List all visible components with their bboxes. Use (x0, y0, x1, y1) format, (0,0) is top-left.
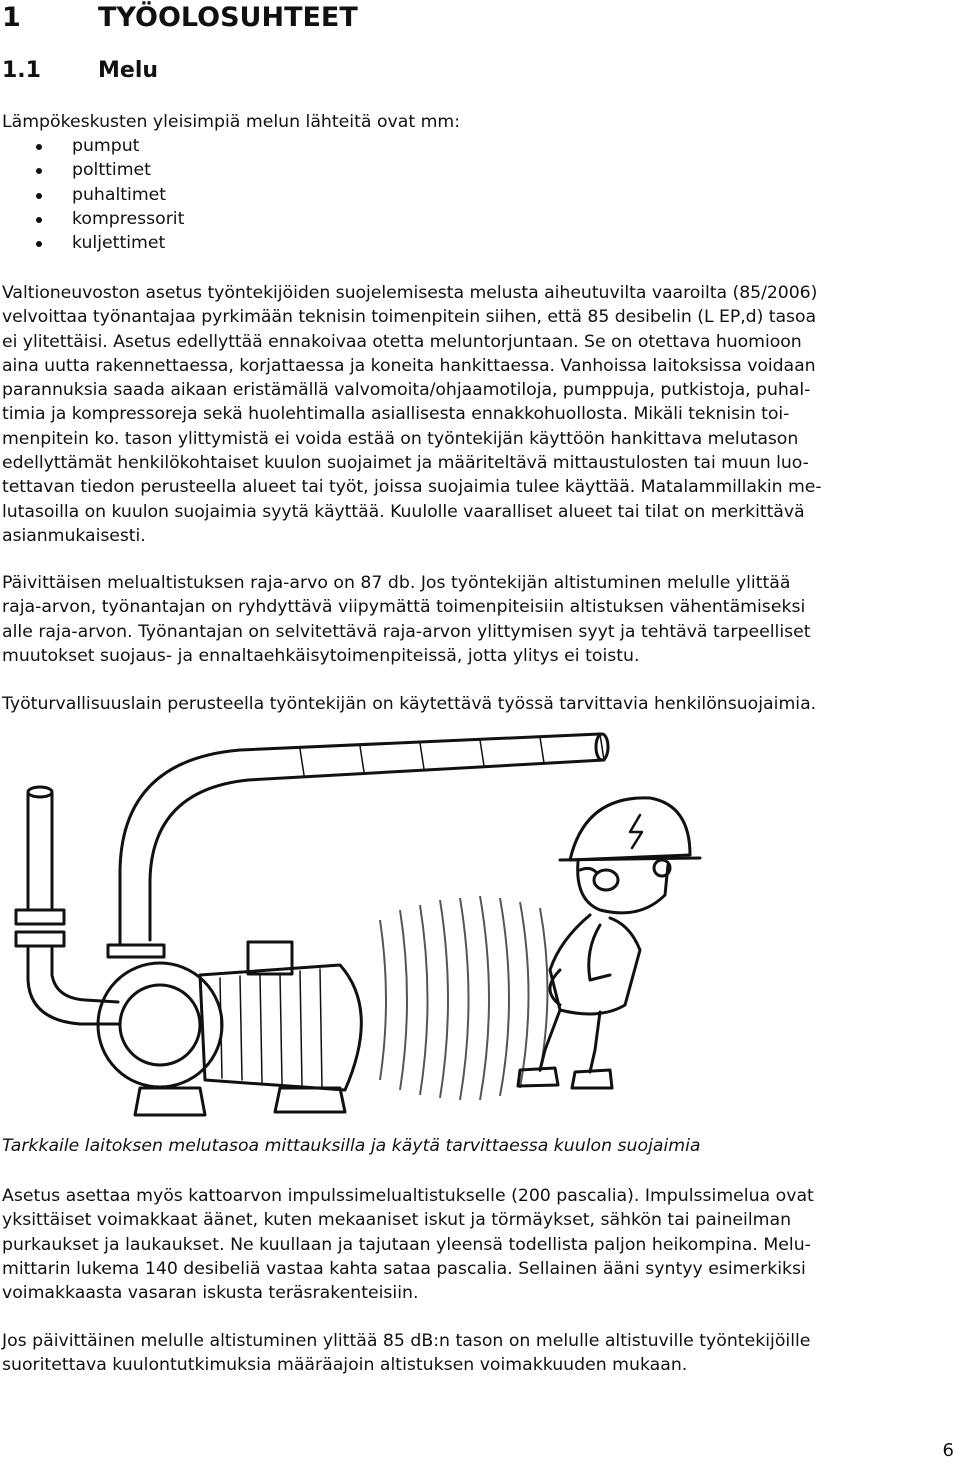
lower-pipe-bend (28, 946, 120, 1024)
paragraph-line: ei ylitettäisi. Asetus edellyttää ennakoivaa otetta meluntorjuntaan. Se on otettava huomioon (2, 331, 802, 352)
list-item: kuljettimet (2, 231, 184, 255)
worker-nose (594, 870, 618, 890)
intro-text: Lämpökeskusten yleisimpiä melun lähteitä ovat mm: (2, 112, 461, 132)
pump-volute-inner (120, 985, 200, 1065)
figure-caption: Tarkkaile laitoksen melutasoa mittauksilla ja käytä tarvittaessa kuulon suojaimia (2, 1136, 701, 1156)
paragraph-line: menpitein ko. tason ylittymistä ei voida estää on työntekijän käyttöön hankittava melutason (2, 428, 799, 449)
paragraph-line: edellyttämät henkilökohtaiset kuulon suojaimet ja määriteltävä mittaustulosten tai muun luo- (2, 453, 809, 474)
paragraph-line: Valtioneuvoston asetus työntekijöiden suojelemisesta melusta aiheutuvilta vaaroilta (85/2006) (2, 283, 818, 303)
paragraph-line: timia ja kompressoreja sekä huolehtimalla asiallisesta ennakkohuollosta. Mikäli teknisin toi- (2, 404, 790, 425)
paragraph-line: asianmukaisesti. (2, 525, 146, 546)
paragraph-line: Jos päivittäinen melulle altistuminen ylittää 85 dB:n tason on melulle altistuville työntekijöille (2, 1331, 811, 1351)
paragraph-line: suoritettava kuulontutkimuksia määräajoin altistuksen voimakkuuden mukaan. (2, 1355, 688, 1376)
paragraph-line: purkaukset ja laukaukset. Ne kuullaan ja tajutaan yleensä todellista paljon heikompina. Melu- (2, 1234, 811, 1255)
pipe-flange (16, 932, 64, 946)
paragraph-line: raja-arvon, työnantajan on ryhdyttävä viipymättä toimenpiteisiin altistuksen vähentämiseksi (2, 597, 806, 618)
hearing-exam-paragraph (2, 1329, 810, 1378)
lightning-icon (630, 815, 642, 848)
section-title: Melu (98, 58, 159, 83)
arching-pipe-inner (150, 760, 604, 940)
limit-value-paragraph (2, 571, 811, 668)
list-item: puhaltimet (2, 183, 184, 207)
vertical-pipe (28, 792, 52, 910)
paragraph-line: alle raja-arvon. Työnantajan on selvitettävä raja-arvon ylittymisen syyt ja tehtävä tarpeelliset (2, 621, 811, 642)
paragraph-line: parannuksia saada aikaan eristämällä valvomoita/ohjaamotiloja, pumppuja, putkistoja, puhal- (2, 380, 811, 401)
section-heading (2, 58, 158, 83)
paragraph-line: yksittäiset voimakkaat äänet, kuten mekaaniset iskut ja törmäykset, sähkön tai paineilman (2, 1210, 792, 1231)
paragraph-line: Asetus asettaa myös kattoarvon impulssimelualtistukselle (200 pascalia). Impulssimelua ovat (2, 1186, 814, 1206)
worker-boot (518, 1068, 558, 1086)
regulation-paragraph (2, 281, 954, 548)
page-number: 6 (942, 1440, 954, 1461)
chapter-number: 1 (2, 2, 21, 33)
impulse-noise-paragraph (2, 1184, 814, 1305)
section-number: 1.1 (2, 58, 41, 83)
paragraph-line: muutokset suojaus- ja ennaltaehkäisytoimenpiteissä, jotta ylitys ei toistu. (2, 645, 640, 666)
list-item: pumput (2, 134, 184, 158)
safety-law-paragraph (2, 692, 816, 716)
pipe-flange (16, 910, 64, 924)
pump-base (135, 1088, 345, 1115)
paragraph-line: Päivittäisen melualtistuksen raja-arvo on 87 db. Jos työntekijän altistuminen melulle ylittää (2, 573, 791, 593)
paragraph-line: mittarin lukema 140 desibeliä vastaa kahta sataa pascalia. Sellainen ääni syntyy esimerkiksi (2, 1258, 806, 1279)
paragraph-line: aina uutta rakennettaessa, korjattaessa ja koneita hankittaessa. Vanhoissa laitoksissa voidaan (2, 355, 816, 376)
list-item: kompressorit (2, 207, 184, 231)
paragraph-line: Työturvallisuuslain perusteella työntekijän on käytettävä työssä tarvittavia henkilönsuojaimia. (2, 694, 817, 714)
paragraph-line: tettavan tiedon perusteella alueet tai työt, joissa suojaimia tulee käyttää. Matalammillakin me- (2, 477, 822, 498)
pump-noise-illustration (0, 720, 960, 1120)
noise-source-list (2, 134, 184, 255)
list-item: polttimet (2, 158, 184, 182)
pipe-top-opening (28, 787, 52, 797)
chapter-heading (2, 2, 358, 33)
paragraph-line: voimakkaasta vasaran iskusta teräsrakenteisiin. (2, 1283, 419, 1304)
paragraph-line: velvoittaa työnantajaa pyrkimään teknisin toimenpitein siihen, että 85 desibelin (L EP,d) tasoa (2, 307, 817, 328)
hard-hat (570, 798, 690, 860)
chapter-title: TYÖOLOSUHTEET (98, 2, 358, 33)
outlet-flange (108, 945, 164, 957)
worker-boot (572, 1070, 612, 1088)
paragraph-line: lutasoilla on kuulon suojaimia syytä käyttää. Kuulolle vaaralliset alueet tai tilat on merkittävä (2, 501, 805, 522)
